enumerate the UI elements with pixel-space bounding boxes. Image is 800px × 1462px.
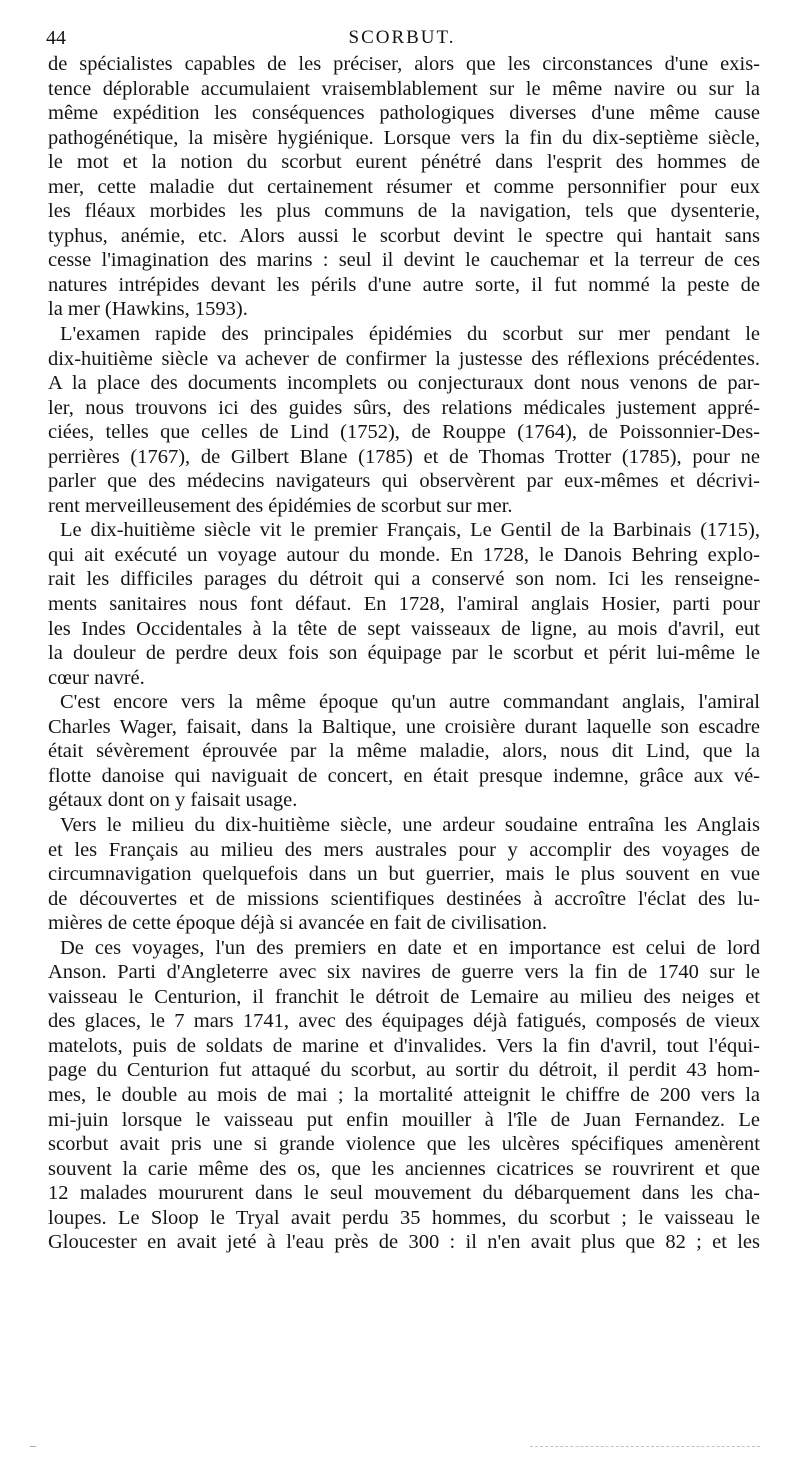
text-line: parler que des médecins navigateurs qui observèrent par eux-mêmes et décrivi- bbox=[48, 470, 760, 493]
text-line: et les Français au milieu des mers australes pour y accomplir des voyages de bbox=[48, 838, 760, 861]
text-line: rait les difficiles parages du détroit qui a conservé son nom. Ici les renseigne- bbox=[48, 568, 760, 591]
text-line: ler, nous trouvons ici des guides sûrs, des relations médicales justement appré- bbox=[48, 396, 760, 419]
text-line: tence déplorable accumulaient vraisemblablement sur le même navire ou sur la bbox=[48, 77, 760, 100]
text-line: rent merveilleusement des épidémies de scorbut sur mer. bbox=[48, 494, 513, 517]
text-line: dix-huitième siècle va achever de confirmer la justesse des réflexions précédentes. bbox=[48, 347, 760, 370]
text-line: matelots, puis de soldats de marine et d'invalides. Vers la fin d'avril, tout l'équi- bbox=[48, 1034, 760, 1057]
text-line: circumnavigation quelquefois dans un but guerrier, mais le plus souvent en vue bbox=[48, 863, 760, 886]
text-line: vaisseau le Centurion, il franchit le détroit de Lemaire au milieu des neiges et bbox=[48, 985, 760, 1008]
text-line: la douleur de perdre deux fois son équipage par le scorbut et périt lui-même le bbox=[48, 642, 760, 665]
text-line: mi-juin lorsque le vaisseau put enfin mouiller à l'île de Juan Fernandez. Le bbox=[48, 1108, 760, 1131]
text-line: Le dix-huitième siècle vit le premier Français, Le Gentil de la Barbinais (1715), bbox=[60, 519, 760, 542]
text-line: page du Centurion fut attaqué du scorbut, au sortir du détroit, il perdit 43 hom- bbox=[48, 1059, 760, 1082]
text-line: De ces voyages, l'un des premiers en date et en importance est celui de lord bbox=[60, 936, 760, 959]
text-line: cœur navré. bbox=[48, 666, 145, 689]
text-line: loupes. Le Sloop le Tryal avait perdu 35 hommes, du scorbut ; le vaisseau le bbox=[48, 1206, 760, 1229]
text-line: Vers le milieu du dix-huitième siècle, une ardeur soudaine entraîna les Anglais bbox=[60, 813, 760, 836]
text-line: Gloucester en avait jeté à l'eau près de 300 : il n'en avait plus que 82 ; et les bbox=[48, 1231, 760, 1254]
text-line: des glaces, le 7 mars 1741, avec des équipages déjà fatigués, composés de vieux bbox=[48, 1010, 760, 1033]
text-line: de découvertes et de missions scientifiques destinées à accroître l'éclat des lu- bbox=[48, 887, 760, 910]
text-line: Anson. Parti d'Angleterre avec six navires de guerre vers la fin de 1740 sur le bbox=[48, 961, 760, 984]
text-line: Charles Wager, faisait, dans la Baltique, une croisière durant laquelle son escadre bbox=[48, 715, 760, 738]
text-line: même expédition les conséquences pathologiques diverses d'une même cause bbox=[48, 102, 760, 125]
text-line: flotte danoise qui naviguait de concert, en était presque indemne, grâce aux vé- bbox=[48, 764, 760, 787]
body-text bbox=[48, 52, 760, 1255]
text-line: pathogénétique, la misère hygiénique. Lorsque vers la fin du dix-septième siècle, bbox=[48, 126, 760, 149]
text-line: scorbut avait pris une si grande violence que les ulcères spécifiques amenèrent bbox=[48, 1133, 760, 1156]
text-line: 12 malades moururent dans le seul mouvement du débarquement dans les cha- bbox=[48, 1182, 760, 1205]
text-line: la mer (Hawkins, 1593). bbox=[48, 298, 248, 321]
running-title: SCORBUT. bbox=[348, 27, 456, 48]
text-line: cesse l'imagination des marins : seul il devint le cauchemar et la terreur de ces bbox=[48, 249, 760, 272]
text-line: L'examen rapide des principales épidémies du scorbut sur mer pendant le bbox=[60, 323, 760, 346]
text-line: ments sanitaires nous font défaut. En 1728, l'amiral anglais Hosier, parti pour bbox=[48, 593, 760, 616]
text-line: mer, cette maladie dut certainement résumer et comme personnifier pour eux bbox=[48, 175, 760, 198]
page-header bbox=[46, 24, 758, 52]
text-line: A la place des documents incomplets ou conjecturaux dont nous venons de par- bbox=[48, 372, 760, 395]
margin-mark bbox=[30, 1446, 36, 1447]
text-line: qui ait exécuté un voyage autour du monde. En 1728, le Danois Behring explo- bbox=[48, 543, 760, 566]
text-line: souvent la carie même des os, que les anciennes cicatrices se rouvrirent et que bbox=[48, 1157, 760, 1180]
page-number: 44 bbox=[46, 27, 66, 49]
text-line: C'est encore vers la même époque qu'un autre commandant anglais, l'amiral bbox=[60, 691, 760, 714]
text-line: ciées, telles que celles de Lind (1752), de Rouppe (1764), de Poissonnier-Des- bbox=[48, 421, 760, 444]
text-line: perrières (1767), de Gilbert Blane (1785) et de Thomas Trotter (1785), pour ne bbox=[48, 445, 760, 468]
text-line: typhus, anémie, etc. Alors aussi le scorbut devint le spectre qui hantait sans bbox=[48, 224, 760, 247]
text-line: gétaux dont on y faisait usage. bbox=[48, 789, 298, 812]
text-line: était sévèrement éprouvée par la même maladie, alors, nous dit Lind, que la bbox=[48, 740, 760, 763]
text-line: de spécialistes capables de les préciser, alors que les circonstances d'une exis- bbox=[48, 53, 760, 75]
text-line: mes, le double au mois de mai ; la mortalité atteignit le chiffre de 200 vers la bbox=[48, 1083, 760, 1106]
text-line: les fléaux morbides les plus communs de la navigation, tels que dysenterie, bbox=[48, 200, 760, 223]
footer-rule bbox=[530, 1446, 760, 1449]
text-line: le mot et la notion du scorbut eurent pénétré dans l'esprit des hommes de bbox=[48, 151, 760, 174]
text-line: natures intrépides devant les périls d'une autre sorte, il fut nommé la peste de bbox=[48, 273, 760, 296]
text-line: mières de cette époque déjà si avancée en fait de civilisation. bbox=[48, 912, 548, 935]
text-line: les Indes Occidentales à la tête de sept vaisseaux de ligne, au mois d'avril, eut bbox=[48, 617, 760, 640]
